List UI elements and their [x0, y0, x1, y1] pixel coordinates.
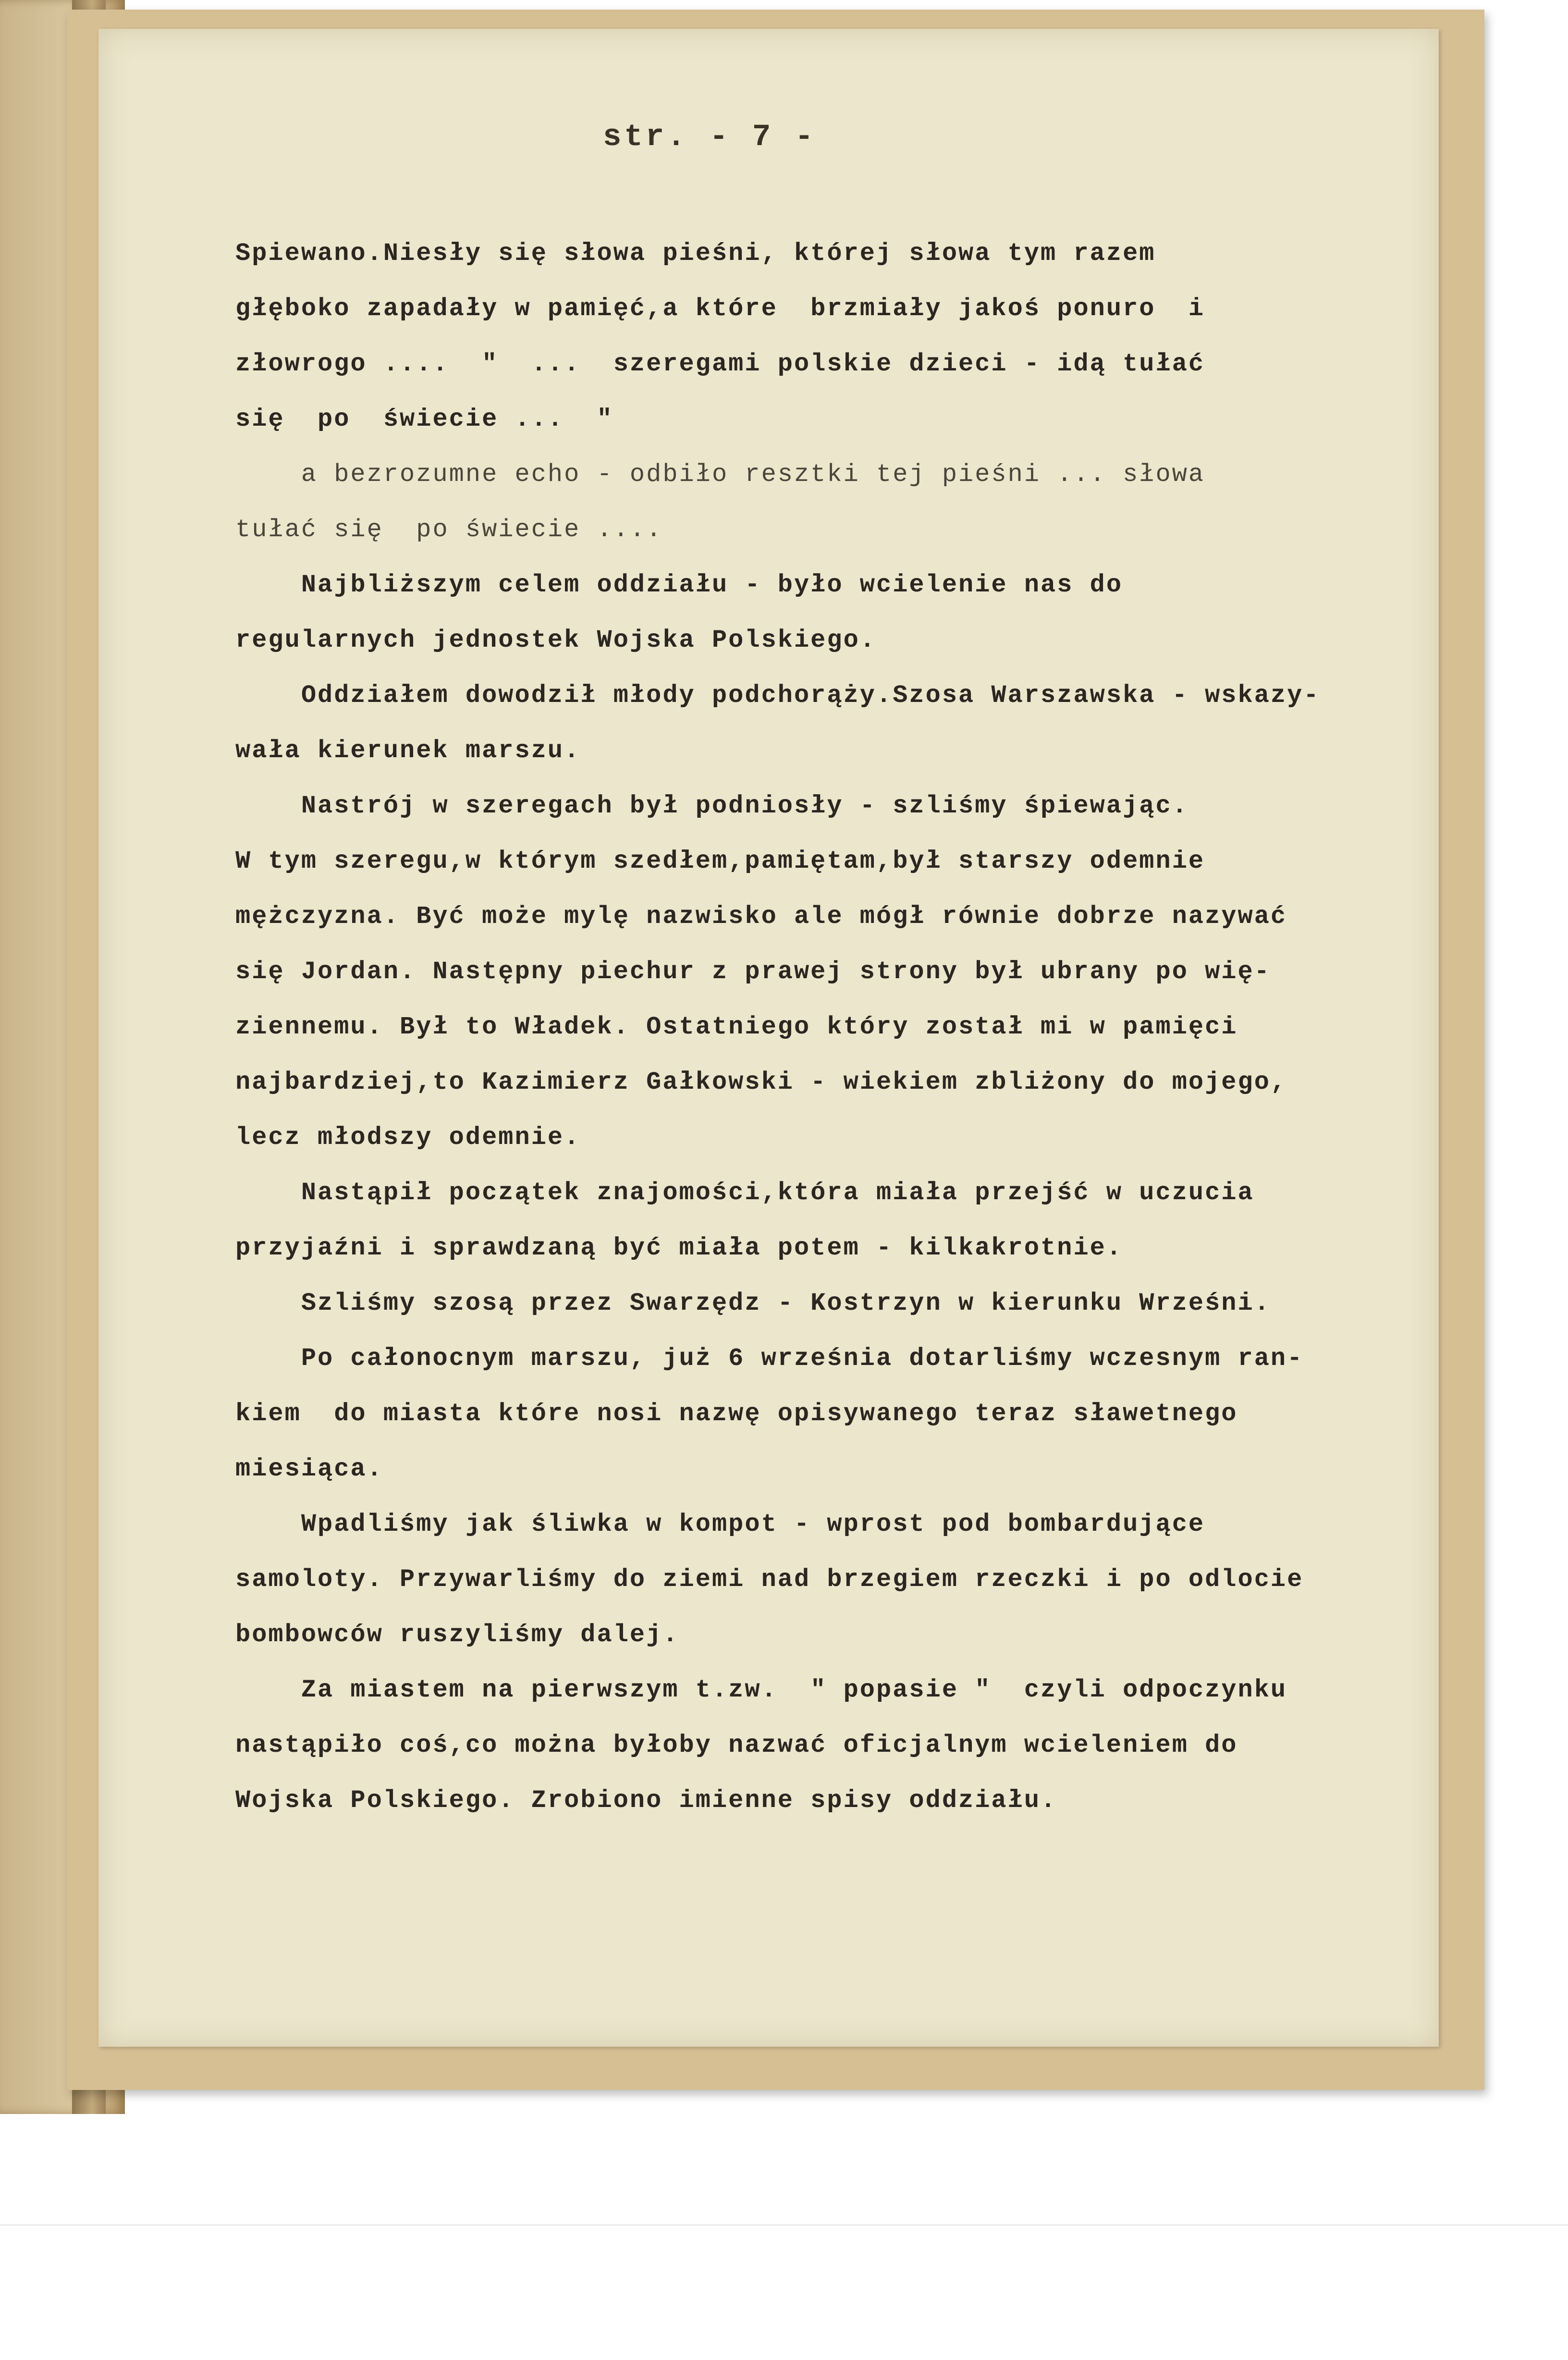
text-line: bombowców ruszyliśmy dalej.	[235, 1621, 679, 1649]
text-line: wała kierunek marszu.	[235, 737, 581, 765]
text-line: Oddziałem dowodził młody podchorąży.Szosa Warszawska - wskazy-	[235, 681, 1320, 710]
text-line: Nastąpił początek znajomości,która miała przejść w uczucia	[235, 1179, 1254, 1207]
text-line: Za miastem na pierwszym t.zw. " popasie " czyli odpoczynku	[235, 1676, 1287, 1704]
text-line: Wojska Polskiego. Zrobiono imienne spisy oddziału.	[235, 1786, 1057, 1815]
text-line: Najbliższym celem oddziału - było wcielenie nas do	[235, 571, 1123, 599]
text-line: Szliśmy szosą przez Swarzędz - Kostrzyn w kierunku Wrześni.	[235, 1289, 1271, 1317]
text-line: a bezrozumne echo - odbiło resztki tej pieśni ... słowa	[235, 460, 1205, 489]
text-line: ziennemu. Był to Władek. Ostatniego który został mi w pamięci	[235, 1013, 1238, 1041]
text-line: przyjaźni i sprawdzaną być miała potem - kilkakrotnie.	[235, 1234, 1123, 1262]
text-line: miesiąca.	[235, 1455, 383, 1483]
text-line: kiem do miasta które nosi nazwę opisywanego teraz sławetnego	[235, 1400, 1238, 1428]
text-line: mężczyzna. Być może mylę nazwisko ale mógł równie dobrze nazywać	[235, 902, 1287, 931]
text-line: się po świecie ... "	[235, 405, 613, 433]
text-line: Spiewano.Niesły się słowa pieśni, której słowa tym razem	[235, 239, 1156, 268]
text-line: się Jordan. Następny piechur z prawej strony był ubrany po wię-	[235, 958, 1271, 986]
text-line: nastąpiło coś,co można byłoby nazwać oficjalnym wcieleniem do	[235, 1731, 1238, 1759]
text-line: głęboko zapadały w pamięć,a które brzmiały jakoś ponuro i	[235, 295, 1205, 323]
text-line: regularnych jednostek Wojska Polskiego.	[235, 626, 876, 654]
text-line: złowrogo .... " ... szeregami polskie dzieci - idą tułać	[235, 350, 1205, 378]
text-line: Nastrój w szeregach był podniosły - szliśmy śpiewając.	[235, 792, 1188, 820]
text-line: W tym szeregu,w którym szedłem,pamiętam,był starszy odemnie	[235, 847, 1205, 875]
page-number-header: str. - 7 -	[603, 120, 817, 155]
text-line: samoloty. Przywarliśmy do ziemi nad brzegiem rzeczki i po odlocie	[235, 1565, 1304, 1594]
text-line: Wpadliśmy jak śliwka w kompot - wprost pod bombardujące	[235, 1510, 1205, 1538]
typed-text-block	[235, 226, 1446, 1828]
text-line: tułać się po świecie ....	[235, 516, 663, 544]
text-line: lecz młodszy odemnie.	[235, 1123, 581, 1152]
text-line: Po całonocnym marszu, już 6 września dotarliśmy wczesnym ran-	[235, 1344, 1304, 1373]
text-line: najbardziej,to Kazimierz Gałkowski - wiekiem zbliżony do mojego,	[235, 1068, 1287, 1096]
